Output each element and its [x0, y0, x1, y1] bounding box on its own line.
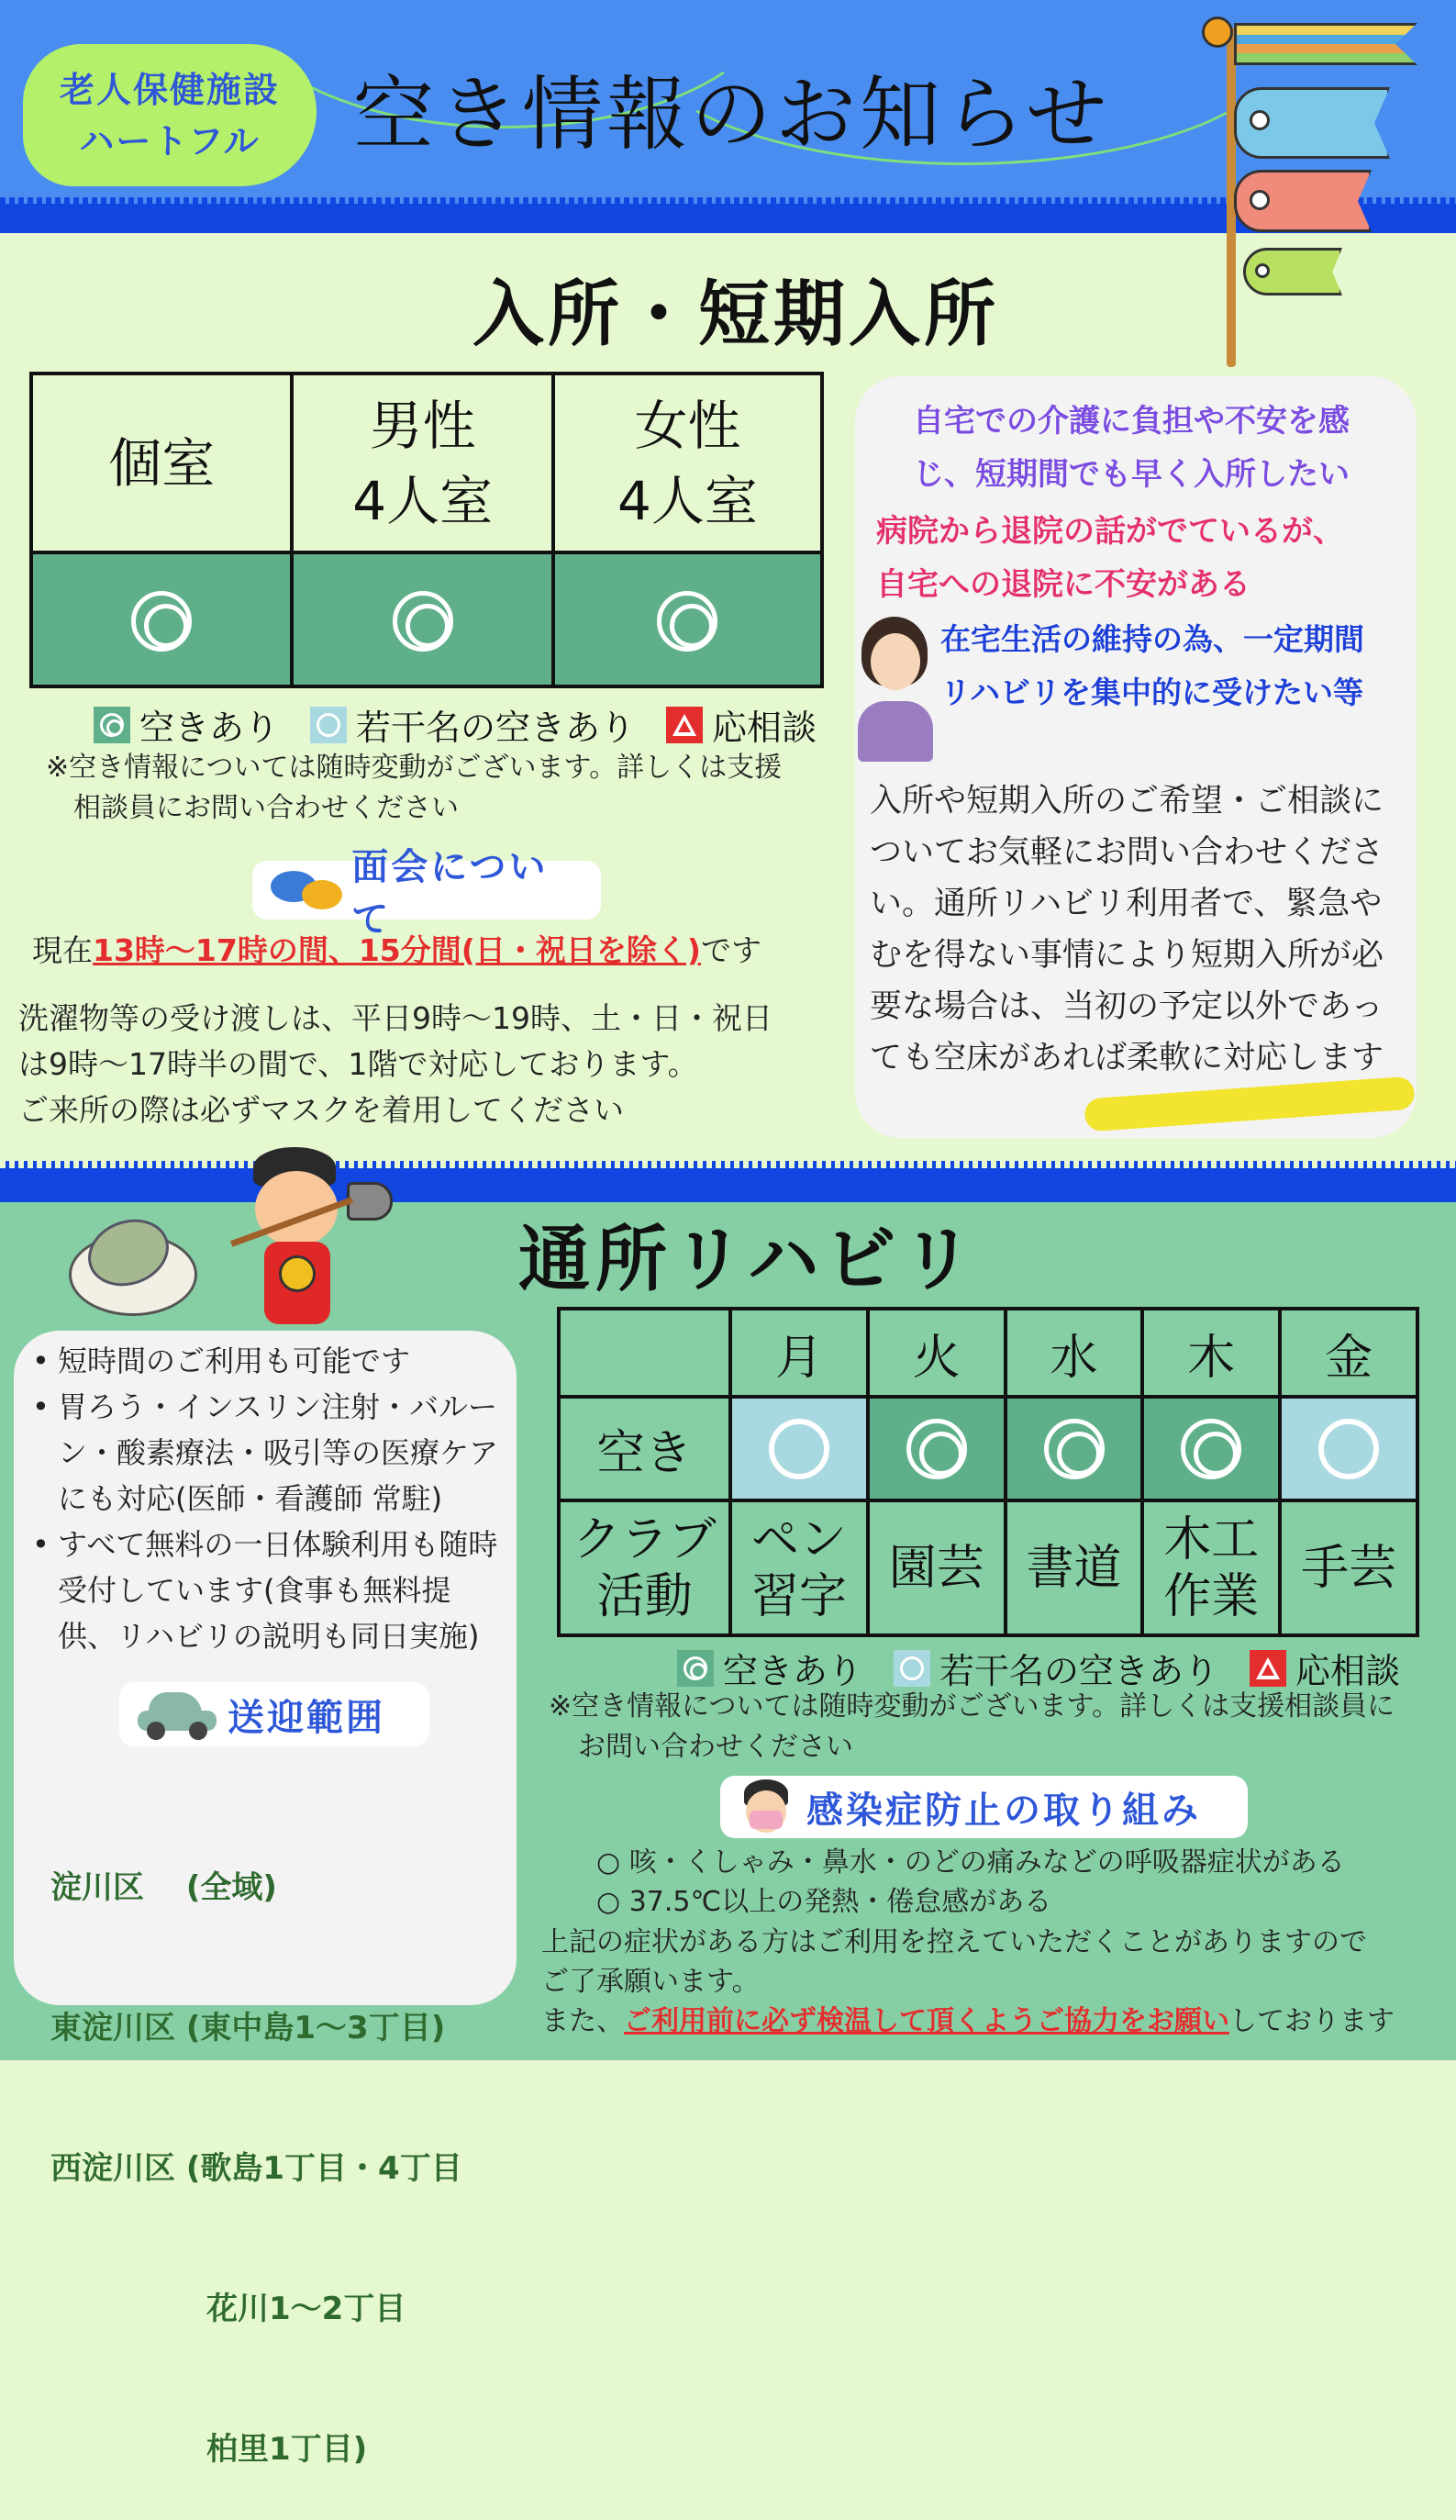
- club-wed: 書道: [1006, 1500, 1143, 1635]
- double-circle-icon: [1044, 1419, 1105, 1479]
- list-item: • 胃ろう・インスリン注射・バルーン・酸素療法・吸引等の医療ケアにも対応(医師・看護師 常駐): [32, 1384, 509, 1522]
- double-circle-icon: [100, 713, 124, 737]
- row-label-club: クラブ 活動: [559, 1500, 730, 1635]
- admission-note: ※空き情報については随時変動がございます。詳しくは支援 相談員にお問い合わせください: [46, 752, 783, 824]
- facility-badge: [23, 44, 317, 186]
- section-title-day-rehab: 通所リハビリ: [518, 1218, 979, 1301]
- club-mon: ペン 習字: [730, 1500, 868, 1635]
- rehab-vacancy-legend: [677, 1643, 1400, 1693]
- circle-icon: [769, 1419, 829, 1479]
- masked-person-icon: [739, 1779, 794, 1834]
- vacancy-status-fri: [1280, 1397, 1417, 1500]
- worry-rehabilitation: 在宅生活の維持の為、一定期間 リハビリを集中的に受けたい等: [940, 621, 1364, 710]
- koinobori-green-carp: [1243, 248, 1342, 295]
- club-thu: 木工 作業: [1142, 1500, 1280, 1635]
- club-fri: 手芸: [1280, 1500, 1417, 1635]
- day-header: 木: [1142, 1309, 1280, 1397]
- visit-hours: 現在13時～17時の間、15分間(日・祝日を除く)です: [32, 932, 761, 968]
- legend-available: 空きあり: [677, 1643, 862, 1693]
- club-tue: 園芸: [868, 1500, 1006, 1635]
- vacancy-legend: [94, 699, 817, 750]
- vacancy-status-mon: [730, 1397, 868, 1500]
- temperature-check-highlight: ご利用前に必ず検温して頂くようご協力をお願い: [624, 2005, 1229, 2037]
- laundry-info: 洗濯物等の受け渡しは、平日9時～19時、土・日・祝日 は9時～17時半の間で、1階で対応しております。 ご来所の際は必ずマスクを着用してください: [18, 1000, 772, 1128]
- visit-info-chip: 面会について: [252, 861, 601, 920]
- vacancy-status-tue: [868, 1397, 1006, 1500]
- vacancy-status-female-4: [553, 552, 822, 686]
- vacancy-status-private: [31, 552, 292, 686]
- room-type-male-4: 男性 4人室: [292, 374, 552, 552]
- transport-area-chip: 送迎範囲: [119, 1682, 429, 1746]
- triangle-icon: [672, 714, 696, 736]
- koinobori-red-carp: [1234, 170, 1372, 232]
- day-header: 金: [1280, 1309, 1417, 1397]
- day-header: 水: [1006, 1309, 1143, 1397]
- admission-vacancy-table: [29, 372, 824, 688]
- table-corner: [559, 1309, 730, 1397]
- vacancy-status-thu: [1142, 1397, 1280, 1500]
- legend-few: 若干名の空きあり: [894, 1643, 1218, 1693]
- list-item: ○ 37.5℃以上の発熱・倦怠感がある: [596, 1886, 1052, 1918]
- worry-hospital-discharge: 病院から退院の話がでているが、 自宅への退院に不安がある: [876, 513, 1344, 603]
- vacancy-status-wed: [1006, 1397, 1143, 1500]
- vacancy-status-male-4: [292, 552, 552, 686]
- legend-consult: 応相談: [1250, 1643, 1400, 1693]
- double-circle-icon: [1181, 1419, 1241, 1479]
- transport-area-list: 淀川区 (全域) 東淀川区 (東中島1～3丁目) 西淀川区 (歌島1丁目・4丁目 花川1～2丁目 柏里1丁目): [50, 1869, 462, 2468]
- legend-consult: 応相談: [666, 699, 817, 750]
- rehab-features-list: [32, 1338, 509, 1659]
- legend-few: 若干名の空きあり: [310, 699, 635, 750]
- consult-message: 入所や短期入所のご希望・ご相談に ついてお気軽にお問い合わせくださ い。通所リハビリ利用者で、緊急や むを得ない事情により短期入所が必 要な場合は、当初の予定以外であっ ても空床があれば柔軟に対応します: [870, 783, 1384, 1076]
- infection-notice: 上記の症状がある方はご利用を控えていただくことがありますので ご了承願います。 また、ご利用前に必ず検温して頂くようご協力をお願いしております: [541, 1926, 1395, 2037]
- double-circle-icon: [657, 591, 717, 652]
- facility-name-line2: ハートフル: [79, 120, 261, 162]
- koinobori-streamer: [1234, 23, 1417, 65]
- double-circle-icon: [131, 591, 192, 652]
- circle-icon: [1318, 1419, 1379, 1479]
- section-title-admission: 入所・短期入所: [472, 273, 1000, 356]
- koinobori-pole-ball: [1202, 17, 1233, 48]
- visit-hours-highlight: 13時～17時の間、15分間(日・祝日を除く): [93, 932, 701, 968]
- list-item: • 短時間のご利用も可能です: [32, 1338, 509, 1384]
- page-title: 空き情報のお知らせ: [353, 67, 1111, 162]
- double-circle-icon: [906, 1419, 967, 1479]
- day-header: 火: [868, 1309, 1006, 1397]
- car-icon: [138, 1689, 217, 1740]
- section-divider-dashed-edge: [0, 1161, 1456, 1168]
- list-item: • すべて無料の一日体験利用も随時受付しています(食事も無料提供、リハビリの説明も同日実施): [32, 1522, 509, 1659]
- worried-woman-illustration: [858, 617, 936, 764]
- double-circle-icon: [393, 591, 453, 652]
- facility-name-line1: 老人保健施設: [59, 69, 280, 110]
- triangle-icon: [1256, 1657, 1280, 1679]
- worry-caregiving-burden: 自宅での介護に負担や不安を感 じ、短期間でも早く入所したい: [913, 403, 1350, 493]
- double-circle-icon: [684, 1656, 707, 1680]
- legend-available: 空きあり: [94, 699, 279, 750]
- day-rehab-schedule-table: [557, 1307, 1419, 1637]
- circle-icon: [900, 1656, 924, 1680]
- list-item: ○ 咳・くしゃみ・鼻水・のどの痛みなどの呼吸器症状がある: [596, 1846, 1345, 1879]
- circle-icon: [317, 713, 340, 737]
- row-label-vacancy: 空き: [559, 1397, 730, 1500]
- speech-bubbles-icon: [271, 867, 342, 913]
- day-header: 月: [730, 1309, 868, 1397]
- koinobori-blue-carp: [1234, 87, 1390, 159]
- kintaro-illustration: [228, 1145, 420, 1329]
- room-type-private: 個室: [31, 374, 292, 552]
- infection-symptom-list: [596, 1843, 1345, 1922]
- kashiwa-mochi-illustration: [69, 1221, 202, 1321]
- infection-prevention-chip: 感染症防止の取り組み: [720, 1776, 1248, 1838]
- rehab-note: ※空き情報については随時変動がございます。詳しくは支援相談員に お問い合わせください: [549, 1690, 1395, 1763]
- room-type-female-4: 女性 4人室: [553, 374, 822, 552]
